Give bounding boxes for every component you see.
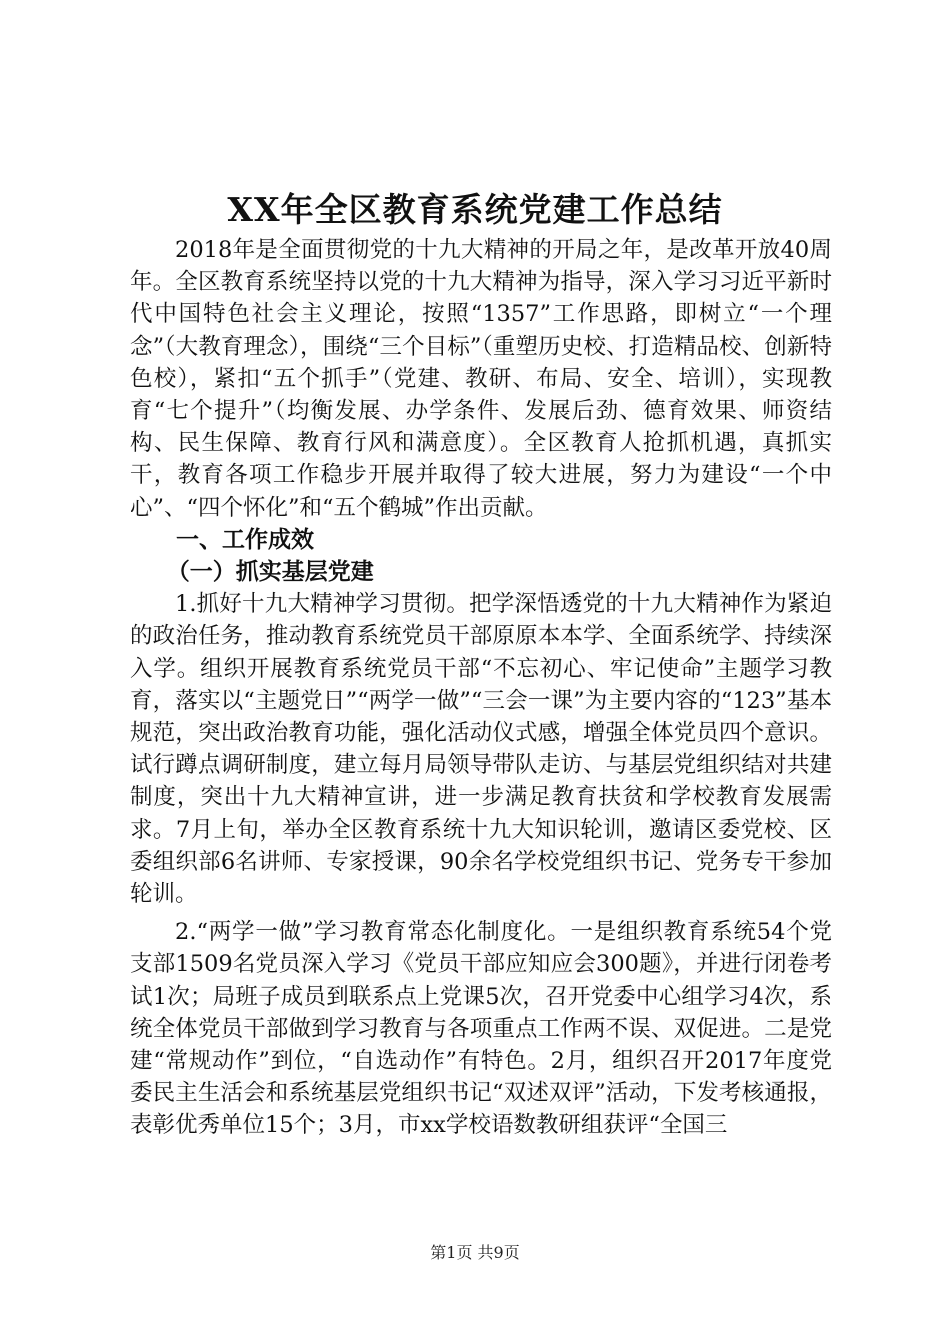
intro-paragraph: 2018年是全面贯彻党的十九大精神的开局之年，是改革开放40周年。全区教育系统坚持以党的十九大精神为指导，深入学习习近平新时代中国特色社会主义理论，按照“1357”工作思路，即树立“一个理念”（大教育理念），围绕“三个目标”（重塑历史校、打造精品校、创新特色校），紧扣“五个抓手”（党建、教研、布局、安全、培训），实现教育“七个提升”（均衡发展、办学条件、发展后劲、德育效果、师资结构、民生保障、教育行风和满意度）。全区教育人抢抓机遇，真抓实干，教育各项工作稳步开展并取得了较大进展，努力为建设“一个中心”、“四个怀化”和“五个鹤城”作出贡献。 xyxy=(130,237,832,521)
item-paragraph-2: 2.“两学一做”学习教育常态化制度化。一是组织教育系统54个党支部1509名党员深入学习《党员干部应知应会300题》，并进行闭卷考试1次；局班子成员到联系点上党课5次，召开党委中心组学习4次，系统全体党员干部做到学习教育与各项重点工作两不误、双促进。二是党建“常规动作”到位，“自选动作”有特色。2月，组织召开2017年度党委民主生活会和系统基层党组织书记“双述双评”活动，下发考核通报，表彰优秀单位15个；3月，市xx学校语数教研组获评“全国三 xyxy=(130,919,832,1139)
section-heading: 一、工作成效 xyxy=(176,526,314,553)
page-number: 第1页 共9页 xyxy=(430,1243,520,1262)
document-body xyxy=(130,234,832,1142)
item-paragraph-1: 1.抓好十九大精神学习贯彻。把学深悟透党的十九大精神作为紧迫的政治任务，推动教育系统党员干部原原本本学、全面系统学、持续深入学。组织开展教育系统党员干部“不忘初心、牢记使命”主题学习教育，落实以“主题党日”“两学一做”“三会一课”为主要内容的“123”基本规范，突出政治教育功能，强化活动仪式感，增强全体党员四个意识。试行蹲点调研制度，建立每月局领导带队走访、与基层党组织结对共建制度，突出十九大精神宣讲，进一步满足教育扶贫和学校教育发展需求。7月上旬，举办全区教育系统十九大知识轮训，邀请区委党校、区委组织部6名讲师、专家授课，90余名学校党组织书记、党务专干参加轮训。 xyxy=(130,591,832,908)
document-title: XX年全区教育系统党建工作总结 xyxy=(227,190,723,229)
subsection-heading: （一）抓实基层党建 xyxy=(166,559,374,586)
